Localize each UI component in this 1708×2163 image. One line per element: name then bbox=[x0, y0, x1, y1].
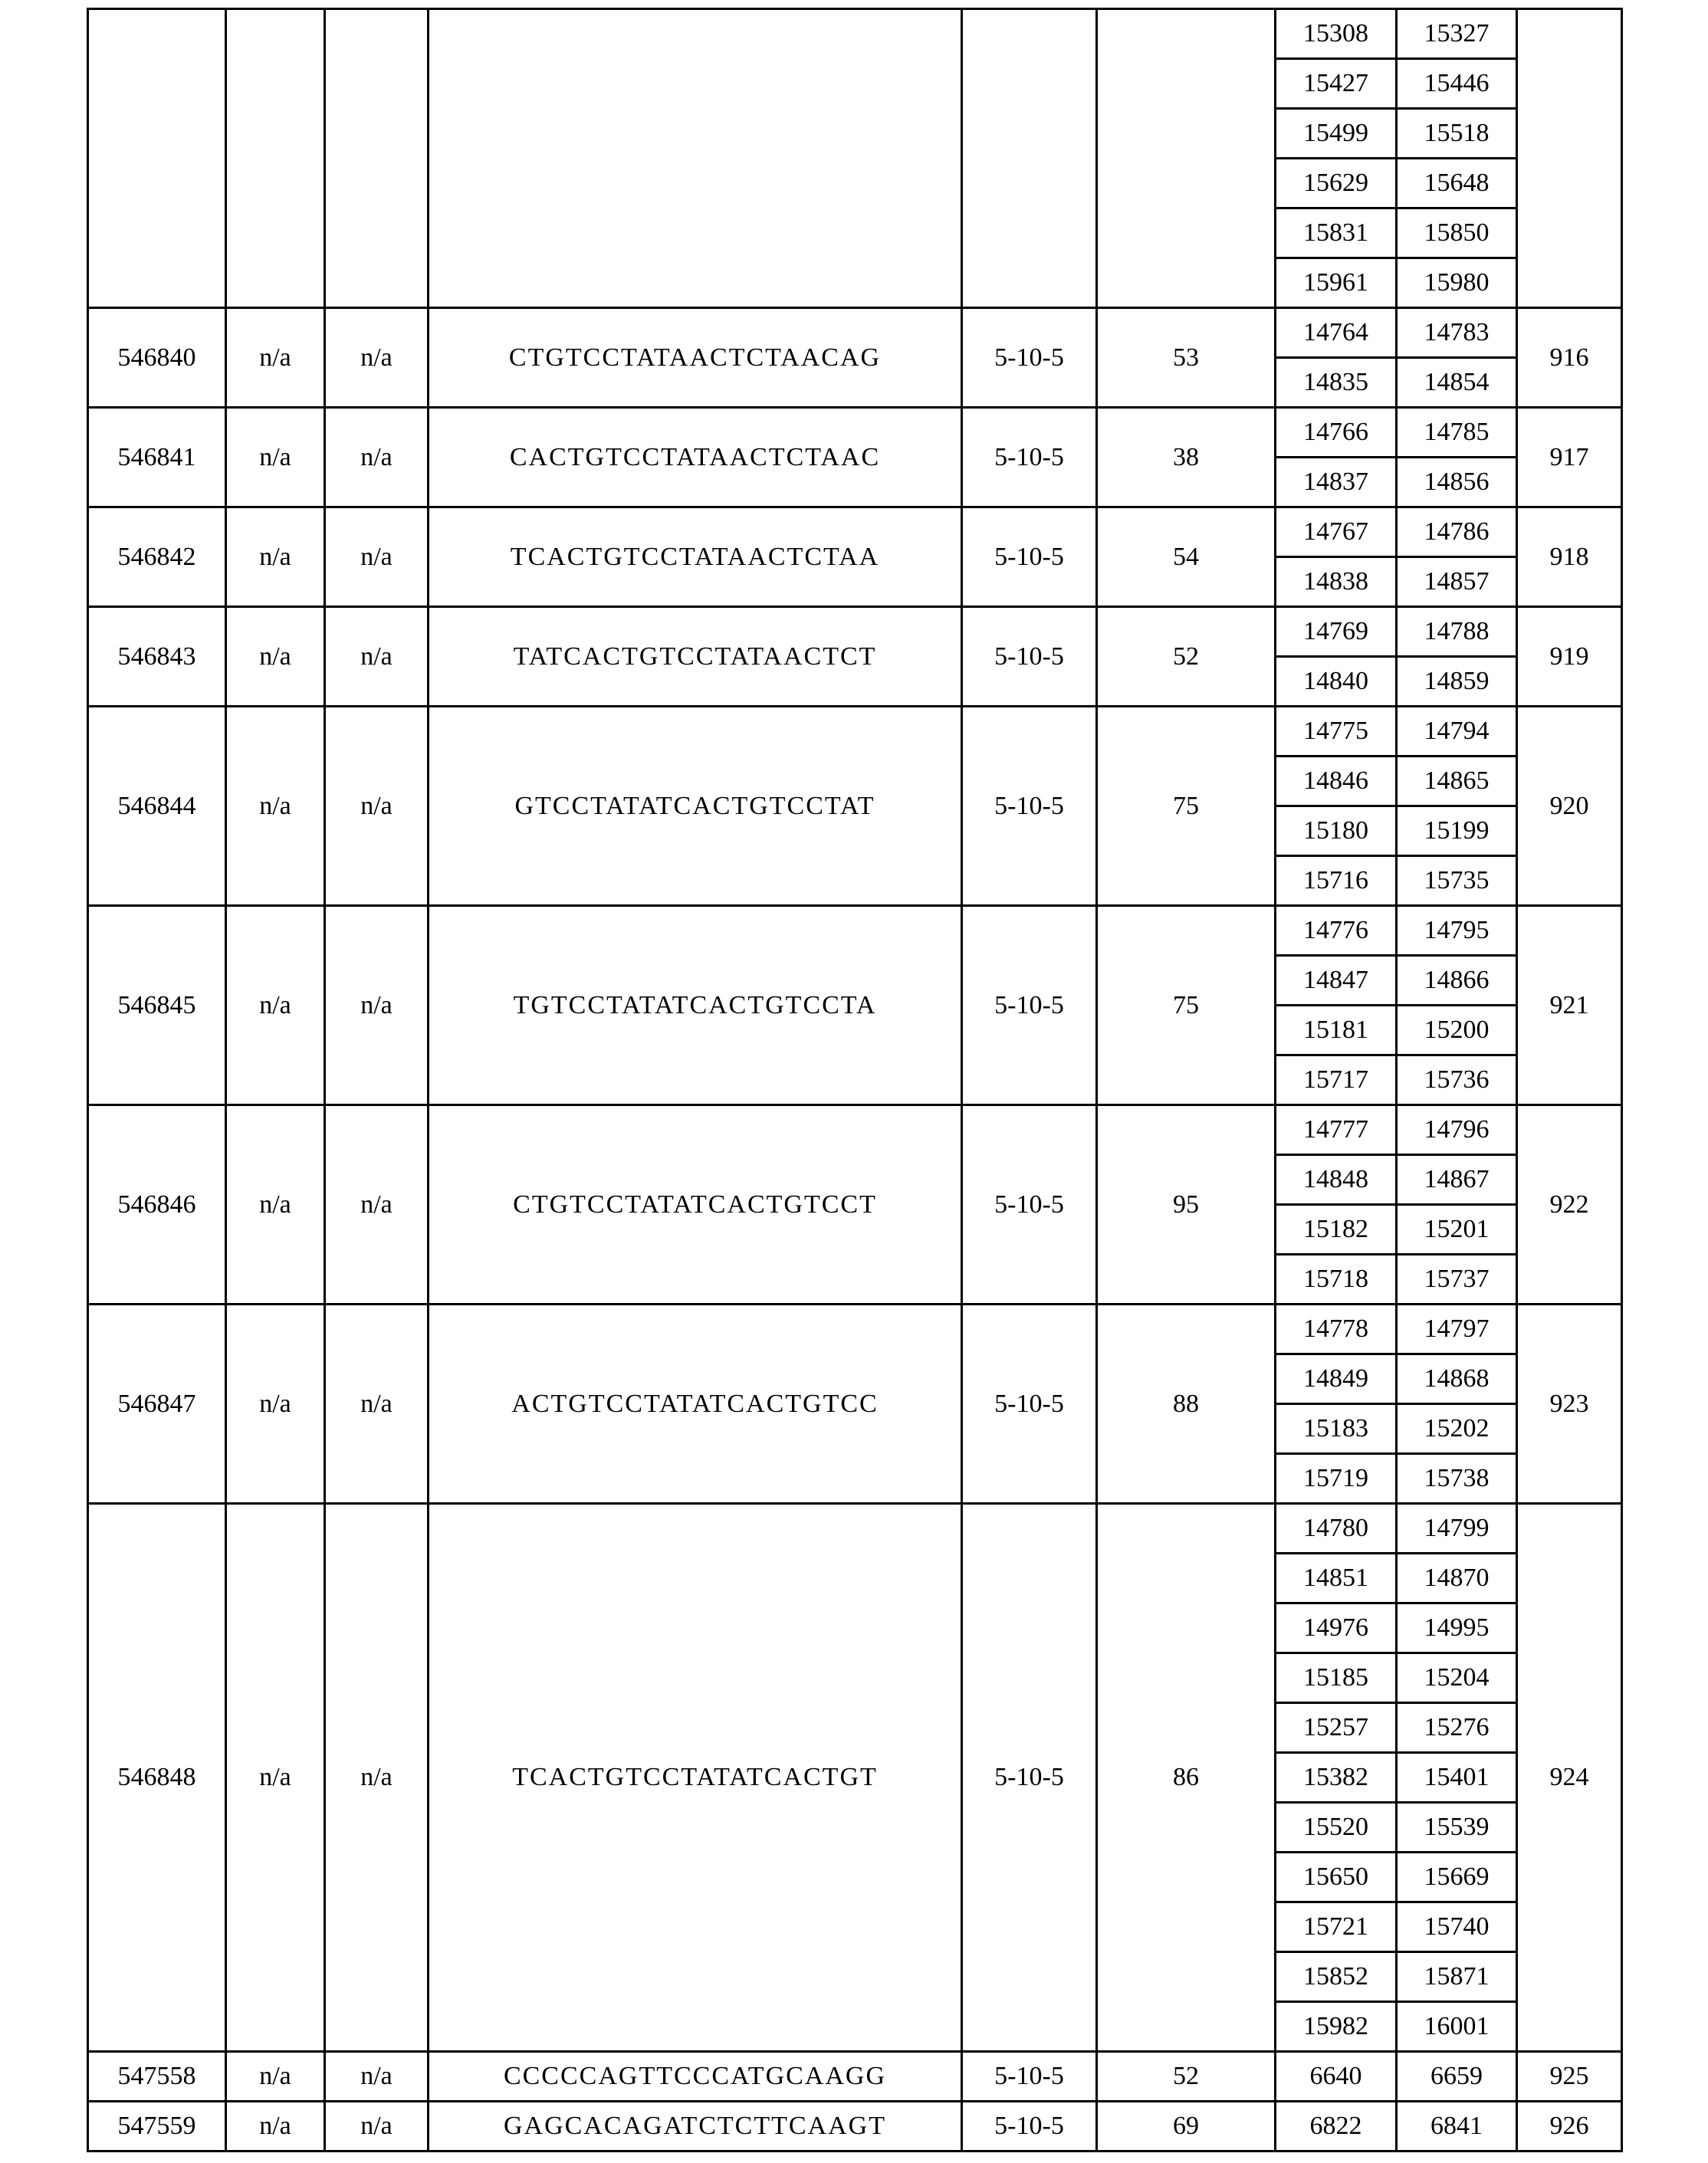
start-site-cell: 14849 bbox=[1276, 1354, 1397, 1404]
sequence-cell: TATCACTGTCCTATAACTCT bbox=[429, 607, 962, 707]
na-cell: n/a bbox=[325, 308, 429, 408]
stop-site-cell: 14796 bbox=[1397, 1105, 1517, 1155]
sequence-cell: CTGTCCTATATCACTGTCCT bbox=[429, 1105, 962, 1305]
stop-site-cell: 14786 bbox=[1397, 507, 1517, 557]
motif-cell: 5-10-5 bbox=[962, 906, 1097, 1105]
start-site-cell: 15308 bbox=[1276, 9, 1397, 59]
stop-site-cell: 15737 bbox=[1397, 1255, 1517, 1305]
stop-site-cell: 14854 bbox=[1397, 358, 1517, 408]
stop-site-cell: 6841 bbox=[1397, 2102, 1517, 2152]
table-body bbox=[88, 9, 1622, 2152]
stop-site-cell: 15276 bbox=[1397, 1703, 1517, 1753]
seq-id-cell: 924 bbox=[1517, 1504, 1622, 2052]
table-row bbox=[88, 308, 1622, 358]
isis-number-cell: 547558 bbox=[88, 2052, 226, 2102]
start-site-cell: 15718 bbox=[1276, 1255, 1397, 1305]
inhibition-cell: 52 bbox=[1097, 2052, 1276, 2102]
table-row bbox=[88, 1305, 1622, 1354]
stop-site-cell: 14857 bbox=[1397, 557, 1517, 607]
seq-id-cell: 917 bbox=[1517, 408, 1622, 507]
sequence-cell: TCACTGTCCTATAACTCTAA bbox=[429, 507, 962, 607]
sequence-cell: TCACTGTCCTATATCACTGT bbox=[429, 1504, 962, 2052]
na-cell: n/a bbox=[226, 2102, 325, 2152]
stop-site-cell: 15740 bbox=[1397, 1902, 1517, 1952]
na-cell: n/a bbox=[226, 507, 325, 607]
table-row bbox=[88, 408, 1622, 458]
stop-site-cell: 14795 bbox=[1397, 906, 1517, 956]
motif-cell: 5-10-5 bbox=[962, 408, 1097, 507]
stop-site-cell: 14995 bbox=[1397, 1603, 1517, 1653]
start-site-cell: 15257 bbox=[1276, 1703, 1397, 1753]
stop-site-cell: 14866 bbox=[1397, 956, 1517, 1006]
isis-number-cell: 546843 bbox=[88, 607, 226, 707]
start-site-cell: 6822 bbox=[1276, 2102, 1397, 2152]
sequence-cell: CACTGTCCTATAACTCTAAC bbox=[429, 408, 962, 507]
na-cell: n/a bbox=[325, 507, 429, 607]
motif-cell: 5-10-5 bbox=[962, 2052, 1097, 2102]
start-site-cell: 14851 bbox=[1276, 1554, 1397, 1603]
start-site-cell: 15982 bbox=[1276, 2002, 1397, 2052]
na-cell: n/a bbox=[226, 1305, 325, 1504]
sequence-cell: GTCCTATATCACTGTCCTAT bbox=[429, 707, 962, 906]
inhibition-cell: 54 bbox=[1097, 507, 1276, 607]
seq-id-cell: 925 bbox=[1517, 2052, 1622, 2102]
start-site-cell: 15181 bbox=[1276, 1006, 1397, 1055]
motif-cell: 5-10-5 bbox=[962, 1105, 1097, 1305]
start-site-cell: 15520 bbox=[1276, 1803, 1397, 1853]
stop-site-cell: 14859 bbox=[1397, 657, 1517, 707]
na-cell: n/a bbox=[226, 1504, 325, 2052]
start-site-cell: 15185 bbox=[1276, 1653, 1397, 1703]
na-cell: n/a bbox=[226, 707, 325, 906]
start-site-cell: 15717 bbox=[1276, 1055, 1397, 1105]
na-cell: n/a bbox=[226, 607, 325, 707]
motif-cell: 5-10-5 bbox=[962, 607, 1097, 707]
stop-site-cell: 14867 bbox=[1397, 1155, 1517, 1205]
table-row bbox=[88, 507, 1622, 557]
stop-site-cell: 15738 bbox=[1397, 1454, 1517, 1504]
inhibition-cell: 53 bbox=[1097, 308, 1276, 408]
start-site-cell: 15183 bbox=[1276, 1404, 1397, 1454]
table-row bbox=[88, 607, 1622, 657]
start-site-cell: 15719 bbox=[1276, 1454, 1397, 1504]
stop-site-cell: 15648 bbox=[1397, 159, 1517, 208]
start-site-cell: 15650 bbox=[1276, 1853, 1397, 1902]
start-site-cell: 15721 bbox=[1276, 1902, 1397, 1952]
start-site-cell: 14777 bbox=[1276, 1105, 1397, 1155]
seq-id-cell: 921 bbox=[1517, 906, 1622, 1105]
start-site-cell: 14780 bbox=[1276, 1504, 1397, 1554]
table-row bbox=[88, 1105, 1622, 1155]
stop-site-cell: 14870 bbox=[1397, 1554, 1517, 1603]
table-row bbox=[88, 9, 1622, 59]
stop-site-cell: 15401 bbox=[1397, 1753, 1517, 1803]
stop-site-cell: 15871 bbox=[1397, 1952, 1517, 2002]
table-row bbox=[88, 1504, 1622, 1554]
stop-site-cell: 14794 bbox=[1397, 707, 1517, 757]
inhibition-cell: 52 bbox=[1097, 607, 1276, 707]
stop-site-cell: 14785 bbox=[1397, 408, 1517, 458]
table-row bbox=[88, 2102, 1622, 2152]
start-site-cell: 14838 bbox=[1276, 557, 1397, 607]
start-site-cell: 15427 bbox=[1276, 59, 1397, 109]
stop-site-cell: 16001 bbox=[1397, 2002, 1517, 2052]
na-cell: n/a bbox=[325, 906, 429, 1105]
start-site-cell: 14764 bbox=[1276, 308, 1397, 358]
isis-number-cell: 546842 bbox=[88, 507, 226, 607]
sequence-cell: TGTCCTATATCACTGTCCTA bbox=[429, 906, 962, 1105]
stop-site-cell: 14797 bbox=[1397, 1305, 1517, 1354]
stop-site-cell: 15735 bbox=[1397, 856, 1517, 906]
seq-id-cell: 920 bbox=[1517, 707, 1622, 906]
inhibition-cell: 75 bbox=[1097, 906, 1276, 1105]
isis-number-cell: 546840 bbox=[88, 308, 226, 408]
motif-cell: 5-10-5 bbox=[962, 1504, 1097, 2052]
sequence-cell: ACTGTCCTATATCACTGTCC bbox=[429, 1305, 962, 1504]
na-cell bbox=[325, 9, 429, 308]
stop-site-cell: 15518 bbox=[1397, 109, 1517, 159]
start-site-cell: 14846 bbox=[1276, 757, 1397, 806]
stop-site-cell: 15200 bbox=[1397, 1006, 1517, 1055]
stop-site-cell: 15327 bbox=[1397, 9, 1517, 59]
start-site-cell: 15852 bbox=[1276, 1952, 1397, 2002]
start-site-cell: 14840 bbox=[1276, 657, 1397, 707]
motif-cell: 5-10-5 bbox=[962, 507, 1097, 607]
isis-number-cell: 546845 bbox=[88, 906, 226, 1105]
na-cell: n/a bbox=[226, 1105, 325, 1305]
stop-site-cell: 14788 bbox=[1397, 607, 1517, 657]
seq-id-cell: 916 bbox=[1517, 308, 1622, 408]
start-site-cell: 14769 bbox=[1276, 607, 1397, 657]
start-site-cell: 15716 bbox=[1276, 856, 1397, 906]
na-cell: n/a bbox=[226, 408, 325, 507]
na-cell: n/a bbox=[325, 408, 429, 507]
start-site-cell: 15961 bbox=[1276, 258, 1397, 308]
isis-number-cell: 546847 bbox=[88, 1305, 226, 1504]
stop-site-cell: 14868 bbox=[1397, 1354, 1517, 1404]
start-site-cell: 14976 bbox=[1276, 1603, 1397, 1653]
start-site-cell: 14848 bbox=[1276, 1155, 1397, 1205]
start-site-cell: 15180 bbox=[1276, 806, 1397, 856]
sequence-listing-table bbox=[87, 8, 1623, 2152]
stop-site-cell: 15980 bbox=[1397, 258, 1517, 308]
inhibition-cell bbox=[1097, 9, 1276, 308]
start-site-cell: 14766 bbox=[1276, 408, 1397, 458]
start-site-cell: 14837 bbox=[1276, 458, 1397, 507]
seq-id-cell bbox=[1517, 9, 1622, 308]
start-site-cell: 15629 bbox=[1276, 159, 1397, 208]
stop-site-cell: 15669 bbox=[1397, 1853, 1517, 1902]
seq-id-cell: 923 bbox=[1517, 1305, 1622, 1504]
seq-id-cell: 918 bbox=[1517, 507, 1622, 607]
start-site-cell: 15499 bbox=[1276, 109, 1397, 159]
motif-cell: 5-10-5 bbox=[962, 2102, 1097, 2152]
motif-cell: 5-10-5 bbox=[962, 1305, 1097, 1504]
start-site-cell: 14847 bbox=[1276, 956, 1397, 1006]
stop-site-cell: 15202 bbox=[1397, 1404, 1517, 1454]
na-cell bbox=[226, 9, 325, 308]
isis-number-cell bbox=[88, 9, 226, 308]
na-cell: n/a bbox=[325, 707, 429, 906]
isis-number-cell: 546841 bbox=[88, 408, 226, 507]
seq-id-cell: 926 bbox=[1517, 2102, 1622, 2152]
table-row bbox=[88, 707, 1622, 757]
stop-site-cell: 14865 bbox=[1397, 757, 1517, 806]
start-site-cell: 14778 bbox=[1276, 1305, 1397, 1354]
na-cell: n/a bbox=[226, 906, 325, 1105]
isis-number-cell: 546846 bbox=[88, 1105, 226, 1305]
stop-site-cell: 15446 bbox=[1397, 59, 1517, 109]
stop-site-cell: 15850 bbox=[1397, 208, 1517, 258]
seq-id-cell: 919 bbox=[1517, 607, 1622, 707]
inhibition-cell: 86 bbox=[1097, 1504, 1276, 2052]
seq-id-cell: 922 bbox=[1517, 1105, 1622, 1305]
table-row bbox=[88, 906, 1622, 956]
inhibition-cell: 38 bbox=[1097, 408, 1276, 507]
motif-cell: 5-10-5 bbox=[962, 707, 1097, 906]
start-site-cell: 14775 bbox=[1276, 707, 1397, 757]
stop-site-cell: 14856 bbox=[1397, 458, 1517, 507]
sequence-cell: GAGCACAGATCTCTTCAAGT bbox=[429, 2102, 962, 2152]
stop-site-cell: 15201 bbox=[1397, 1205, 1517, 1255]
inhibition-cell: 75 bbox=[1097, 707, 1276, 906]
start-site-cell: 6640 bbox=[1276, 2052, 1397, 2102]
isis-number-cell: 546848 bbox=[88, 1504, 226, 2052]
sequence-cell: CCCCCAGTTCCCATGCAAGG bbox=[429, 2052, 962, 2102]
start-site-cell: 14835 bbox=[1276, 358, 1397, 408]
start-site-cell: 14767 bbox=[1276, 507, 1397, 557]
table-row bbox=[88, 2052, 1622, 2102]
na-cell: n/a bbox=[325, 1504, 429, 2052]
na-cell: n/a bbox=[226, 308, 325, 408]
start-site-cell: 15382 bbox=[1276, 1753, 1397, 1803]
na-cell: n/a bbox=[325, 1105, 429, 1305]
stop-site-cell: 15736 bbox=[1397, 1055, 1517, 1105]
inhibition-cell: 95 bbox=[1097, 1105, 1276, 1305]
na-cell: n/a bbox=[325, 2102, 429, 2152]
motif-cell bbox=[962, 9, 1097, 308]
na-cell: n/a bbox=[325, 2052, 429, 2102]
na-cell: n/a bbox=[325, 1305, 429, 1504]
start-site-cell: 15831 bbox=[1276, 208, 1397, 258]
isis-number-cell: 547559 bbox=[88, 2102, 226, 2152]
na-cell: n/a bbox=[325, 607, 429, 707]
stop-site-cell: 14783 bbox=[1397, 308, 1517, 358]
start-site-cell: 15182 bbox=[1276, 1205, 1397, 1255]
motif-cell: 5-10-5 bbox=[962, 308, 1097, 408]
isis-number-cell: 546844 bbox=[88, 707, 226, 906]
na-cell: n/a bbox=[226, 2052, 325, 2102]
start-site-cell: 14776 bbox=[1276, 906, 1397, 956]
inhibition-cell: 69 bbox=[1097, 2102, 1276, 2152]
stop-site-cell: 14799 bbox=[1397, 1504, 1517, 1554]
sequence-cell: CTGTCCTATAACTCTAACAG bbox=[429, 308, 962, 408]
stop-site-cell: 15539 bbox=[1397, 1803, 1517, 1853]
stop-site-cell: 6659 bbox=[1397, 2052, 1517, 2102]
inhibition-cell: 88 bbox=[1097, 1305, 1276, 1504]
stop-site-cell: 15204 bbox=[1397, 1653, 1517, 1703]
sequence-cell bbox=[429, 9, 962, 308]
stop-site-cell: 15199 bbox=[1397, 806, 1517, 856]
